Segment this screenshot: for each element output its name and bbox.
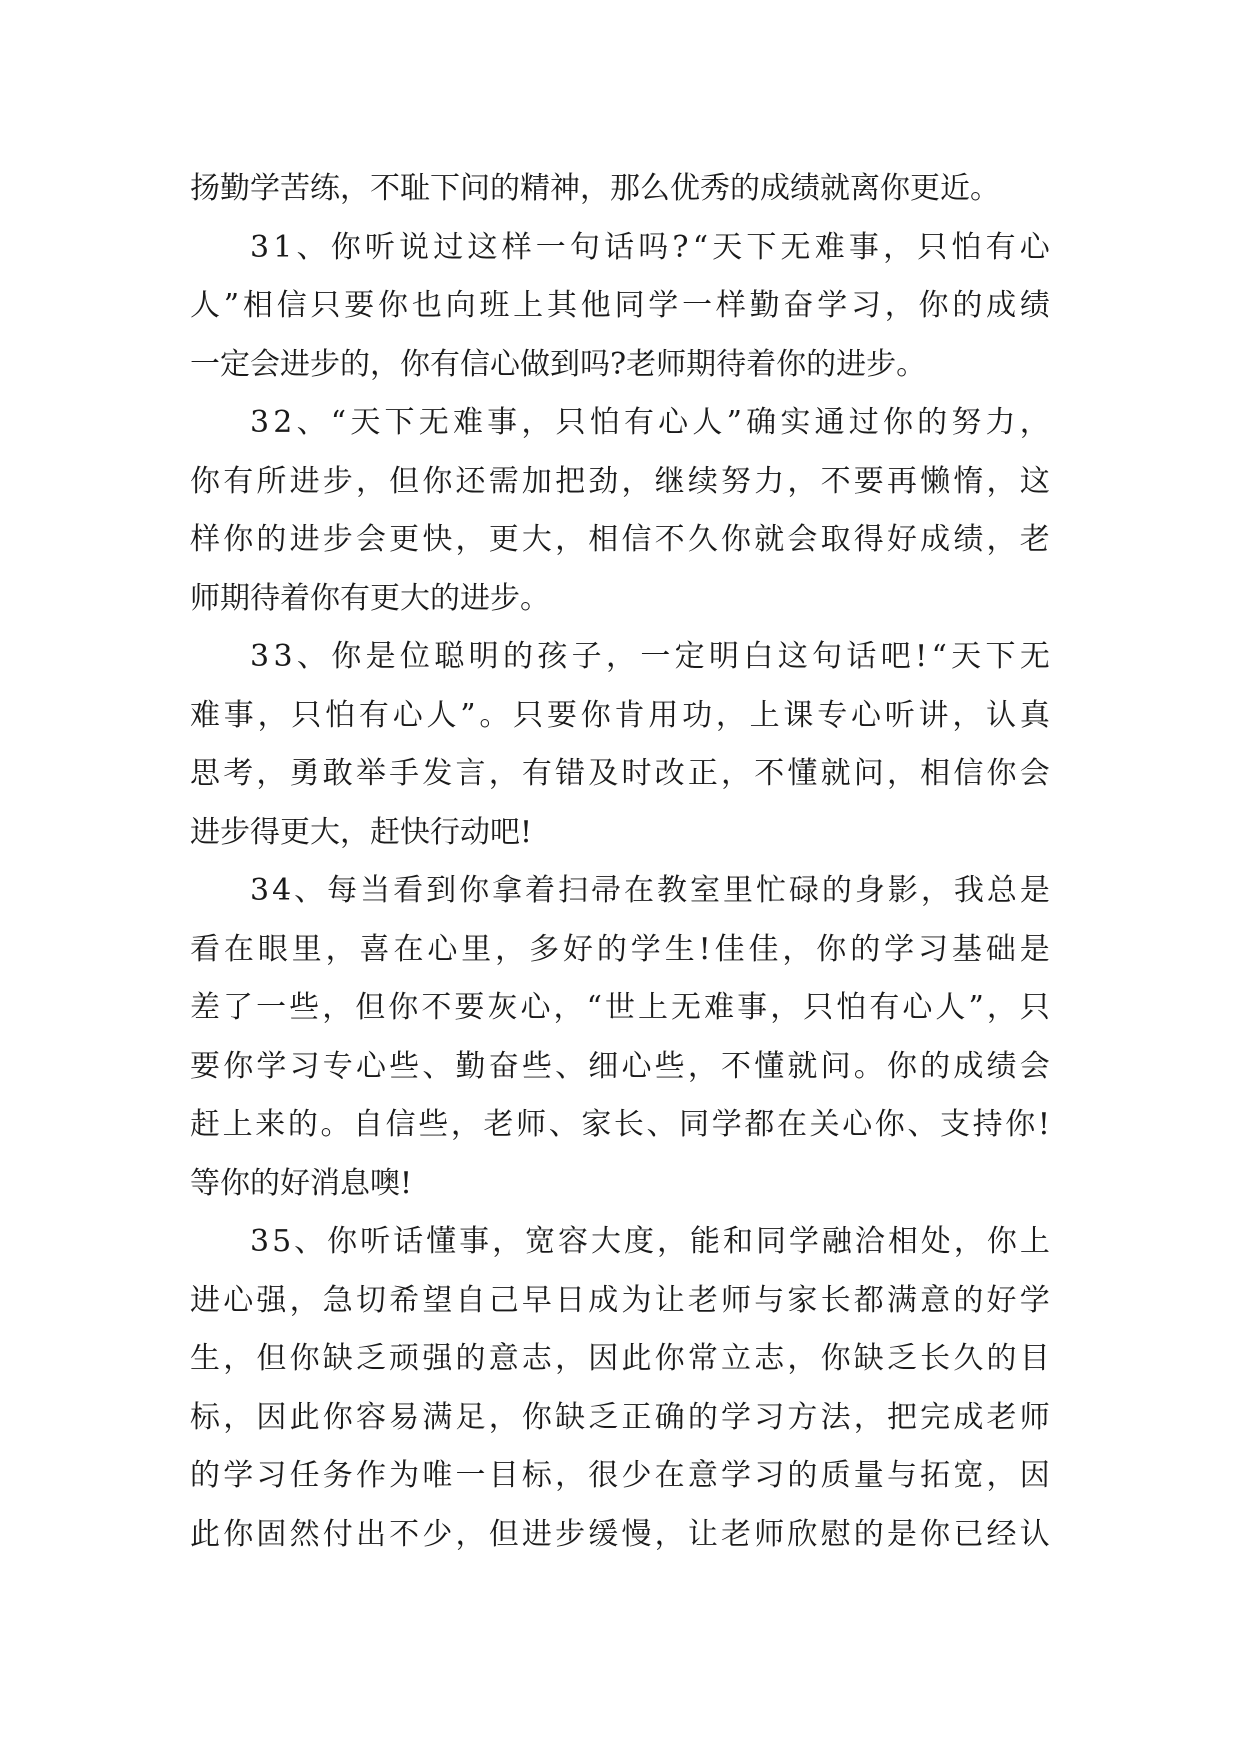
text-line: 扬勤学苦练，不耻下问的精神，那么优秀的成绩就离你更近。 [190,171,1000,206]
paragraph-34 [190,862,1050,1213]
text-line: 3 5 、 你 听 话 懂 事 ， 宽 容 大 度 ， 能 和 同 学 融 洽 相 处 ， 你 上 [250,1224,1050,1259]
text-line: 3 3 、 你 是 位 聪 明 的 孩 子 ， 一 定 明 白 这 句 话 吧 ! “ 天 下 无 [250,639,1050,674]
text-line: 等你的好消息噢! [190,1165,413,1201]
paragraph-32 [190,394,1050,628]
text-line: 3 4 、 每 当 看 到 你 拿 着 扫 帚 在 教 室 里 忙 碌 的 身 影 ， 我 总 是 [250,873,1050,908]
paragraph-31 [190,219,1050,395]
document-page [190,160,1050,1564]
text-line: 看 在 眼 里 ， 喜 在 心 里 ， 多 好 的 学 生 ! 佳 佳 ， 你 的 学 习 基 础 是 [190,931,1050,967]
text-line: 进步得更大，赶快行动吧! [190,814,533,850]
text-line: 差 了 一 些 ， 但 你 不 要 灰 心 ， “ 世 上 无 难 事 ， 只 怕 有 心 人 ” ， 只 [190,990,1050,1025]
text-line: 生 ， 但 你 缺 乏 顽 强 的 意 志 ， 因 此 你 常 立 志 ， 你 缺 乏 长 久 的 目 [190,1341,1050,1376]
text-line: 思 考 ， 勇 敢 举 手 发 言 ， 有 错 及 时 改 正 ， 不 懂 就 问 ， 相 信 你 会 [190,756,1050,791]
paragraph-35 [190,1213,1050,1564]
text-line: 师期待着你有更大的进步。 [190,580,550,616]
text-line: 的 学 习 任 务 作 为 唯 一 目 标 ， 很 少 在 意 学 习 的 质 量 与 拓 宽 ， 因 [190,1458,1050,1493]
text-line: 你 有 所 进 步 ， 但 你 还 需 加 把 劲 ， 继 续 努 力 ， 不 要 再 懒 惰 ， 这 [190,463,1050,499]
text-line: 进 心 强 ， 急 切 希 望 自 己 早 日 成 为 让 老 师 与 家 长 都 满 意 的 好 学 [190,1282,1050,1318]
paragraph-continuation [190,160,1050,219]
text-line: 一定会进步的，你有信心做到吗?老师期待着你的进步。 [190,346,927,382]
text-line: 3 2 、 “ 天 下 无 难 事 ， 只 怕 有 心 人 ” 确 实 通 过 你 的 努 力 ， [250,405,1050,440]
text-line: 要 你 学 习 专 心 些 、 勤 奋 些 、 细 心 些 ， 不 懂 就 问 。 你 的 成 绩 会 [190,1048,1050,1084]
text-line: 样 你 的 进 步 会 更 快 ， 更 大 ， 相 信 不 久 你 就 会 取 得 好 成 绩 ， 老 [190,522,1050,557]
paragraph-33 [190,628,1050,862]
text-line: 3 1 、 你 听 说 过 这 样 一 句 话 吗 ? “ 天 下 无 难 事 ， 只 怕 有 心 [250,229,1050,265]
text-line: 难 事 ， 只 怕 有 心 人 ” 。 只 要 你 肯 用 功 ， 上 课 专 心 听 讲 ， 认 真 [190,697,1050,733]
text-line: 人 ” 相 信 只 要 你 也 向 班 上 其 他 同 学 一 样 勤 奋 学 习 ， 你 的 成 绩 [190,288,1050,323]
text-line: 赶 上 来 的 。 自 信 些 ， 老 师 、 家 长 、 同 学 都 在 关 心 你 、 支 持 你 ! [190,1107,1050,1142]
text-line: 标 ， 因 此 你 容 易 满 足 ， 你 缺 乏 正 确 的 学 习 方 法 ， 把 完 成 老 师 [190,1399,1050,1435]
text-line: 此 你 固 然 付 出 不 少 ， 但 进 步 缓 慢 ， 让 老 师 欣 慰 的 是 你 已 经 认 [190,1516,1050,1552]
